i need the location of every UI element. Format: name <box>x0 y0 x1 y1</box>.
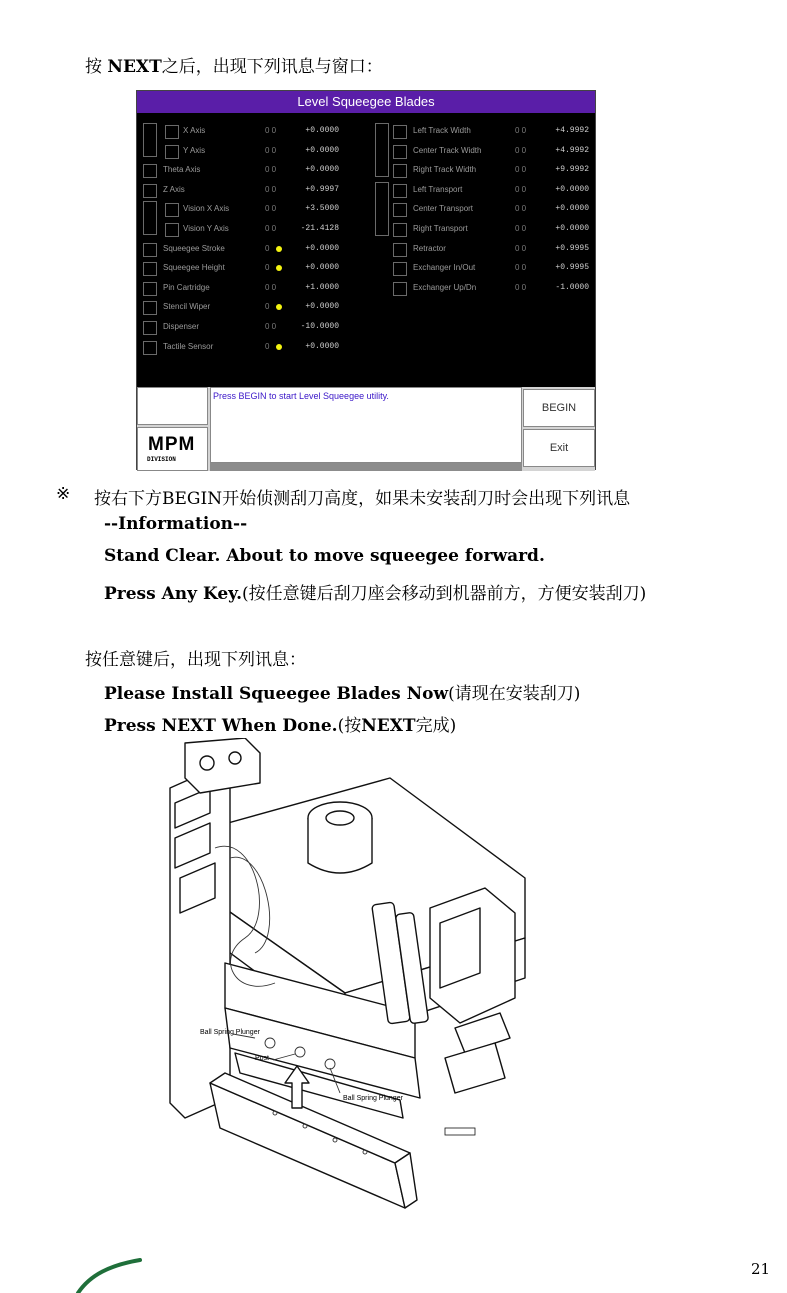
reference-mark-icon: ※ <box>56 484 71 504</box>
axis-state: 0 0 <box>265 204 277 214</box>
axis-label: Pin Cartridge <box>163 282 210 292</box>
axis-checkbox[interactable] <box>143 184 157 198</box>
begin-button[interactable]: BEGIN <box>523 389 595 427</box>
axis-row[interactable] <box>143 242 368 258</box>
axis-label: Exchanger In/Out <box>413 263 476 273</box>
axis-label: Squeegee Height <box>163 263 225 273</box>
footer-swoosh-logo <box>70 1255 160 1293</box>
info-line-2: Press Any Key.(按任意键后刮刀座会移动到机器前方，方便安装刮刀) <box>104 584 647 604</box>
axis-label: Left Transport <box>413 184 463 194</box>
axis-value: +0.9995 <box>555 263 589 273</box>
callout-post: Post <box>255 1055 270 1062</box>
axis-state: 0 0 <box>265 165 277 175</box>
axis-value: +0.9995 <box>555 243 589 253</box>
axis-state: 0 0 <box>265 282 277 292</box>
axis-row[interactable] <box>143 202 368 218</box>
axis-label: Center Track Width <box>413 145 482 155</box>
axis-value: +0.0000 <box>305 263 339 273</box>
axis-value: +0.0000 <box>555 224 589 233</box>
axis-row[interactable] <box>375 222 595 238</box>
axis-checkbox[interactable] <box>393 282 407 296</box>
axis-value: +0.0000 <box>305 341 339 351</box>
part-tag <box>445 1128 475 1135</box>
axis-checkbox[interactable] <box>165 125 179 139</box>
install-line: Please Install Squeegee Blades Now(请现在安装刮刀) <box>104 684 581 704</box>
axis-row[interactable] <box>143 261 368 277</box>
axis-row[interactable] <box>375 183 595 199</box>
axis-value: +0.0000 <box>305 126 339 135</box>
axis-value: +0.0000 <box>555 184 589 194</box>
level-squeegee-screen <box>136 90 596 470</box>
axis-value: +9.9992 <box>555 165 589 175</box>
axis-label: Vision X Axis <box>183 204 230 214</box>
axis-label: Dispenser <box>163 322 200 331</box>
info-title: --Information-- <box>104 514 248 534</box>
axis-label: X Axis <box>183 126 206 135</box>
axis-checkbox[interactable] <box>393 203 407 217</box>
axis-state: 0 0 <box>515 126 527 135</box>
axis-value: +0.0000 <box>305 145 339 155</box>
axis-label: Center Transport <box>413 204 474 214</box>
axis-row[interactable] <box>375 163 595 179</box>
axis-row[interactable] <box>375 202 595 218</box>
axis-row[interactable] <box>143 163 368 179</box>
axis-checkbox[interactable] <box>165 145 179 159</box>
mpm-division-label: DIVISION <box>147 456 176 463</box>
axis-value: +3.5000 <box>305 204 339 214</box>
axis-label: Exchanger Up/Dn <box>413 282 477 292</box>
axis-value: +0.0000 <box>555 204 589 214</box>
axis-state: 0 <box>265 302 270 312</box>
axis-row[interactable] <box>143 340 368 356</box>
axis-state: 0 0 <box>515 165 527 175</box>
note-line <box>56 484 70 504</box>
axis-state: 0 <box>265 263 270 273</box>
screen-title: Level Squeegee Blades <box>137 91 595 113</box>
axis-label: Retractor <box>413 243 446 253</box>
axis-label: Theta Axis <box>163 165 201 175</box>
axis-label: Left Track Width <box>413 126 471 135</box>
axis-state: 0 0 <box>515 204 527 214</box>
axis-checkbox[interactable] <box>393 262 407 276</box>
info-line-1: Stand Clear. About to move squeegee forward. <box>104 546 545 566</box>
axis-checkbox[interactable] <box>393 223 407 237</box>
axis-label: Squeegee Stroke <box>163 243 225 253</box>
blank-softkey[interactable] <box>137 387 208 425</box>
axis-state: 0 0 <box>265 224 277 233</box>
screen-bottom-panel <box>137 387 595 471</box>
page-number: 21 <box>751 1260 771 1278</box>
axis-row[interactable] <box>143 124 368 140</box>
squeegee-assembly-drawing <box>155 738 540 1220</box>
axis-label: Right Track Width <box>413 165 477 175</box>
message-box: Press BEGIN to start Level Squeegee utility. <box>210 387 522 463</box>
axis-row[interactable] <box>375 281 595 297</box>
axis-checkbox[interactable] <box>143 164 157 178</box>
exit-button[interactable]: Exit <box>523 429 595 467</box>
axis-state: 0 <box>265 243 270 253</box>
axis-state: 0 0 <box>515 184 527 194</box>
axis-checkbox[interactable] <box>393 145 407 159</box>
axis-checkbox[interactable] <box>393 164 407 178</box>
note-text: 按右下方BEGIN开始侦测刮刀高度，如果未安装刮刀时会出现下列讯息 <box>94 489 631 509</box>
axis-label: Stencil Wiper <box>163 302 211 312</box>
axis-row[interactable] <box>375 144 595 160</box>
message-status-bar <box>210 463 522 471</box>
axis-checkbox[interactable] <box>165 203 179 217</box>
axis-row[interactable] <box>143 281 368 297</box>
done-line: Press NEXT When Done.(按NEXT完成) <box>104 716 457 736</box>
axis-state: 0 0 <box>515 263 527 273</box>
axis-checkbox[interactable] <box>393 125 407 139</box>
axis-state: 0 <box>265 341 270 351</box>
active-indicator-icon <box>276 246 282 252</box>
active-indicator-icon <box>276 265 282 271</box>
axis-state: 0 0 <box>265 145 277 155</box>
axis-value: +0.0000 <box>305 243 339 253</box>
after-key-text: 按任意键后，出现下列讯息： <box>85 650 306 670</box>
callout-ball-spring-1: Ball Spring Plunger <box>200 1029 260 1036</box>
intro-line: 按 NEXT之后，出现下列讯息与窗口： <box>85 57 383 77</box>
axis-row[interactable] <box>143 183 368 199</box>
axis-label: Right Transport <box>413 224 468 233</box>
axis-checkbox[interactable] <box>143 243 157 257</box>
axis-value: -21.4128 <box>300 224 339 233</box>
axis-row[interactable] <box>375 242 595 258</box>
axis-value: +0.9997 <box>305 184 339 194</box>
axis-value: +1.0000 <box>305 282 339 292</box>
axis-state: 0 0 <box>515 224 527 233</box>
axis-label: Vision Y Axis <box>183 224 229 233</box>
axis-row[interactable] <box>143 320 368 336</box>
axis-state: 0 0 <box>265 184 277 194</box>
axis-value: -10.0000 <box>300 322 339 331</box>
active-indicator-icon <box>276 304 282 310</box>
axis-label: Tactile Sensor <box>163 341 214 351</box>
axis-checkbox[interactable] <box>143 282 157 296</box>
axis-row[interactable] <box>143 300 368 316</box>
axis-row[interactable] <box>375 261 595 277</box>
axis-value: +4.9992 <box>555 126 589 135</box>
axis-value: +0.0000 <box>305 165 339 175</box>
axis-row[interactable] <box>143 144 368 160</box>
axis-row[interactable] <box>143 222 368 238</box>
axis-row[interactable] <box>375 124 595 140</box>
axis-checkbox[interactable] <box>143 301 157 315</box>
axis-value: -1.0000 <box>555 282 589 292</box>
axis-checkbox[interactable] <box>143 341 157 355</box>
axis-value: +0.0000 <box>305 302 339 312</box>
axis-state: 0 0 <box>265 322 277 331</box>
axis-checkbox[interactable] <box>143 321 157 335</box>
axis-state: 0 0 <box>515 243 527 253</box>
axis-label: Y Axis <box>183 145 206 155</box>
axis-state: 0 0 <box>265 126 277 135</box>
callout-ball-spring-2: Ball Spring Plunger <box>343 1095 403 1102</box>
mpm-logo: MPM <box>148 434 196 455</box>
axis-state: 0 0 <box>515 282 527 292</box>
axis-checkbox[interactable] <box>143 262 157 276</box>
axis-checkbox[interactable] <box>165 223 179 237</box>
mpm-logo-box <box>137 427 208 471</box>
axis-state: 0 0 <box>515 145 527 155</box>
axis-label: Z Axis <box>163 184 185 194</box>
active-indicator-icon <box>276 344 282 350</box>
axis-checkbox[interactable] <box>393 184 407 198</box>
axis-checkbox[interactable] <box>393 243 407 257</box>
axis-value: +4.9992 <box>555 145 589 155</box>
